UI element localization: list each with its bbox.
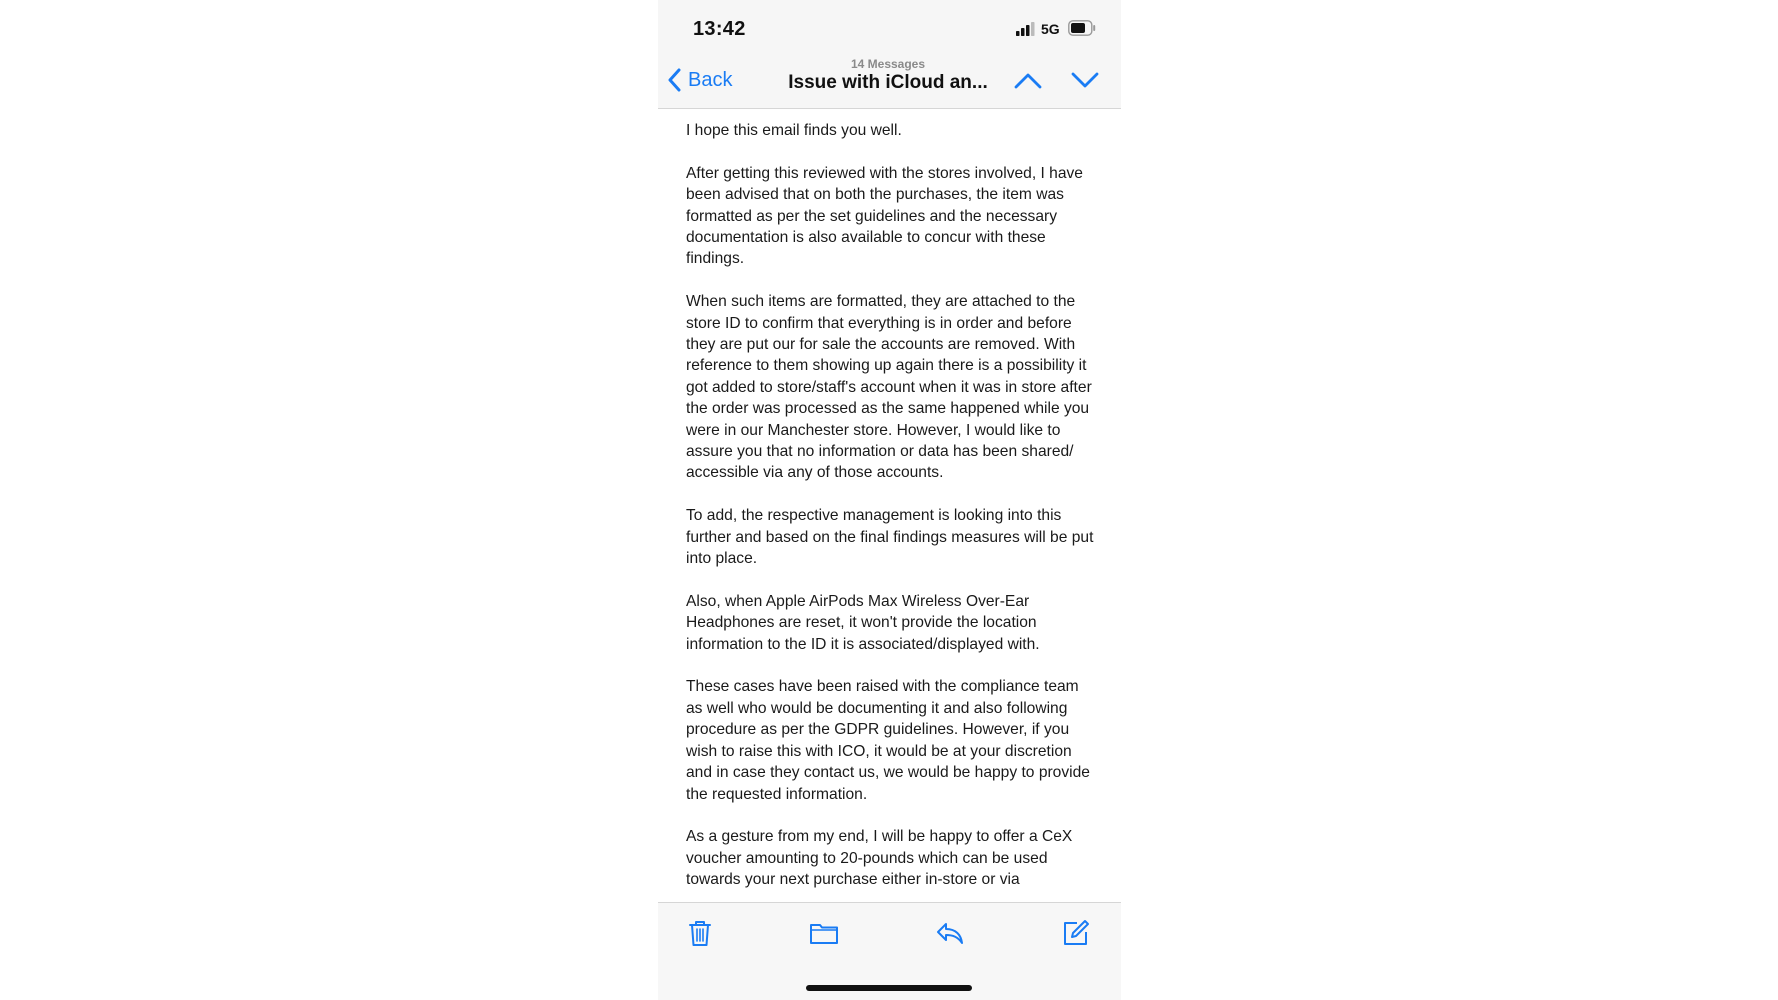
trash-icon[interactable] bbox=[685, 918, 715, 948]
email-paragraph: Also, when Apple AirPods Max Wireless Over-Ear Headphones are reset, it won't provide the location information to the ID it is associated/displayed with. bbox=[686, 592, 1040, 653]
battery-icon bbox=[1068, 20, 1096, 36]
email-paragraph: These cases have been raised with the compliance team as well who would be documenting it and also following procedure as per the GDPR guidelines. However, if you wish to raise this with ICO, it would be at your discretion and in case they contact us, we would be happy to provide the requested information. bbox=[686, 678, 1090, 803]
network-type: 5G bbox=[1041, 21, 1060, 37]
chevron-down-icon[interactable] bbox=[1071, 70, 1099, 90]
reply-icon[interactable] bbox=[935, 918, 965, 948]
back-button[interactable] bbox=[668, 66, 732, 94]
email-paragraph: As a gesture from my end, I will be happy to offer a CeX voucher amounting to 20-pounds which can be used towards your next purchase either in-store or via bbox=[686, 828, 1073, 889]
mail-app-screen bbox=[658, 0, 1121, 1000]
folder-icon[interactable] bbox=[809, 918, 839, 948]
email-paragraph: After getting this reviewed with the stores involved, I have been advised that on both the purchases, the item was formatted as per the set guidelines and the necessary documentation is also available to concur with these findings. bbox=[686, 164, 1083, 268]
thread-title: Issue with iCloud an... bbox=[788, 72, 988, 93]
status-time: 13:42 bbox=[693, 18, 746, 40]
compose-icon[interactable] bbox=[1061, 918, 1091, 948]
home-indicator[interactable] bbox=[806, 985, 972, 991]
chevron-left-icon bbox=[668, 68, 682, 92]
email-paragraph: To add, the respective management is looking into this further and based on the final findings measures will be put into place. bbox=[686, 507, 1094, 568]
bottom-toolbar bbox=[658, 902, 1121, 1000]
email-body bbox=[686, 120, 1098, 900]
signal-icon bbox=[1016, 22, 1036, 36]
chevron-up-icon[interactable] bbox=[1014, 70, 1042, 90]
email-paragraph: When such items are formatted, they are attached to the store ID to confirm that everything is in order and before they are put our for sale the accounts are removed. With reference to them showing up again there is a possibility it got added to store/staff's account when it was in store after the order was processed as the same happened while you were in our Manchester store. However, I would like to assure you that no information or data has been shared/ accessible via any of those accounts. bbox=[686, 293, 1092, 482]
message-count: 14 Messages bbox=[850, 57, 926, 71]
email-paragraph: I hope this email finds you well. bbox=[686, 122, 902, 139]
navigation-bar bbox=[658, 52, 1121, 109]
back-label: Back bbox=[688, 68, 733, 91]
status-bar bbox=[658, 0, 1121, 52]
